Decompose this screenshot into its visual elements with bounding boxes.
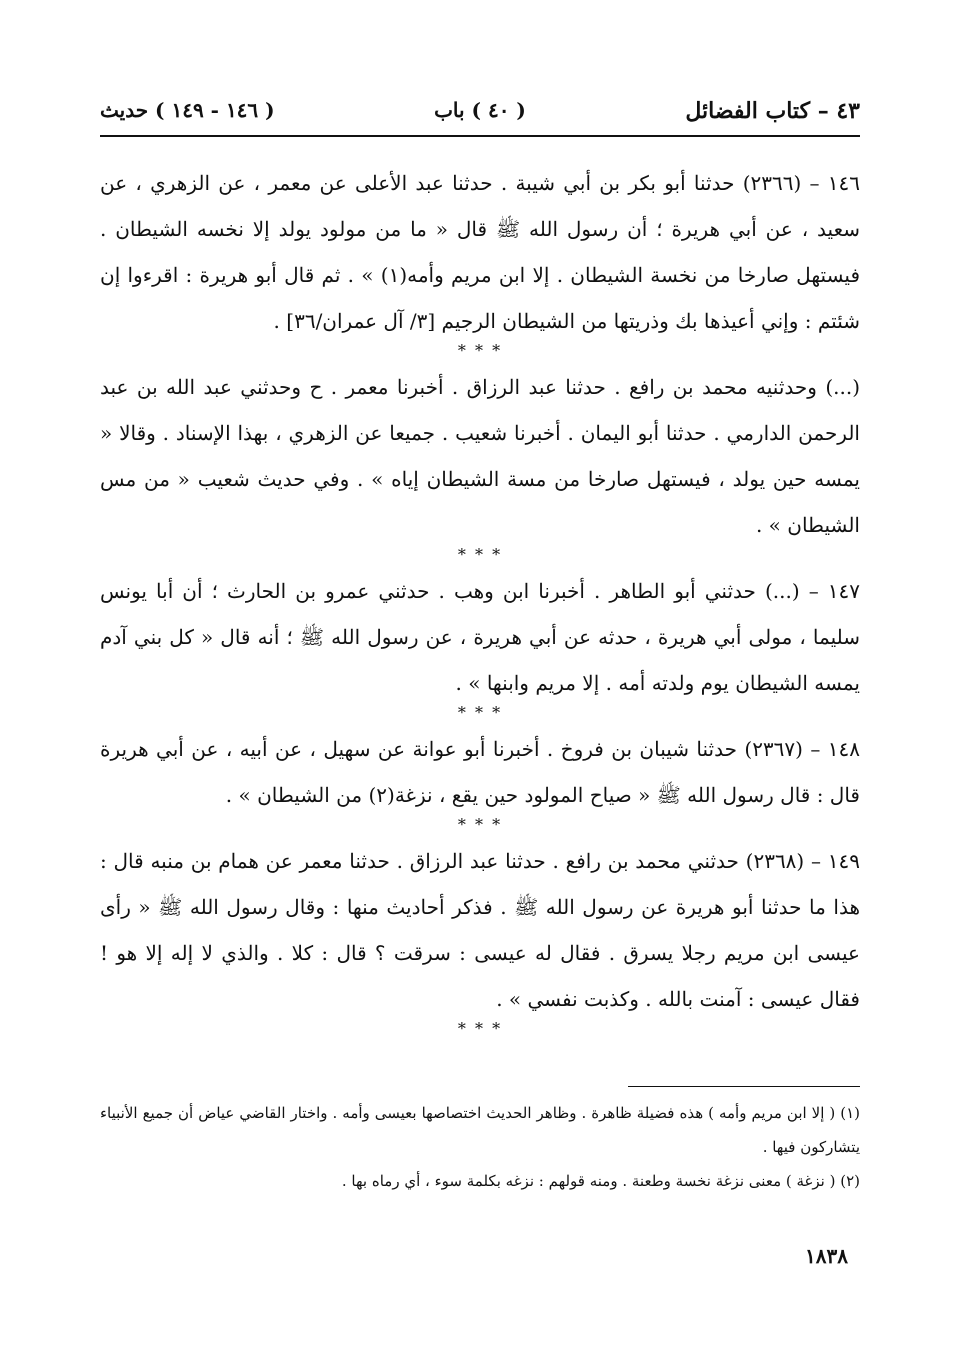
section-separator: * * * (457, 1019, 503, 1038)
book-title: ٤٣ – كتاب الفضائل (685, 98, 860, 124)
main-text (100, 160, 860, 1042)
page-number: ١٨٣٨ (805, 1244, 848, 1268)
section-separator: * * * (457, 815, 503, 834)
hadith-146: ١٤٦ – (٢٣٦٦) حدثنا أبو بكر بن أبي شيبة . حدثنا عبد الأعلى عن معمر ، عن الزهري ، عن سعيد ، عن أبي هريرة ؛ أن رسول الله ﷺ قال « ما من مولود يولد إلا نخسه الشيطان . فيستهل صارخا من نخسة الشيطان . إلا ابن مريم وأمه(١) » . ثم قال أبو هريرة : اقرءوا إن شئتم : وإني أعيذها بك وذريتها من الشيطان الرجيم [٣/ آل عمران/٣٦] . (100, 171, 861, 333)
footnotes (100, 1096, 860, 1198)
section-separator: * * * (457, 703, 503, 722)
running-header (100, 92, 860, 132)
hadith-147: ١٤٧ – (...) حدثني أبو الطاهر . أخبرنا ابن وهب . حدثني عمرو بن الحارث ؛ أن أبا يونس سليما ، مولى أبي هريرة ، حدثه عن أبي هريرة ، عن رسول الله ﷺ ؛ أنه قال « كل بني آدم يمسه الشيطان يوم ولدته أمه . إلا مريم وابنها » . (100, 579, 860, 695)
section-separator: * * * (457, 341, 503, 360)
section-separator: * * * (457, 545, 503, 564)
chapter-label: ( ٤٠ ) باب (434, 98, 526, 122)
footnote-2: (٢) ( نزغة ) معنى نزغة نخسة وطعنة . ومنه قولهم : نزغه بكلمة سوء ، أي رماه بها . (341, 1172, 860, 1190)
hadith-148: ١٤٨ – (٢٣٦٧) حدثنا شيبان بن فروخ . أخبرنا أبو عوانة عن سهيل ، عن أبيه ، عن أبي هريرة قال : قال رسول الله ﷺ « صياح المولود حين يقع ، نزغة(٢) من الشيطان » . (100, 737, 860, 807)
hadith-range: ( ١٤٦ - ١٤٩ ) حديث (100, 98, 275, 122)
hadith-149: ١٤٩ – (٢٣٦٨) حدثني محمد بن رافع . حدثنا عبد الرزاق . حدثنا معمر عن همام بن منبه قال : هذا ما حدثنا أبو هريرة عن رسول الله ﷺ . فذكر أحاديث منها : وقال رسول الله ﷺ « رأى عيسى ابن مريم رجلا يسرق . فقال له عيسى : سرقت ؟ قال : كلا . والذي لا إله إلا هو ! فقال عيسى : آمنت بالله . وكذبت نفسي » . (100, 849, 860, 1011)
footnote-1: (١) ( إلا ابن مريم وأمه ) هذه فضيلة ظاهرة . وظاهر الحديث اختصاصها بعيسى وأمه . واختار القاضي عياض أن جميع الأنبياء يتشاركون فيها . (100, 1104, 860, 1156)
hadith-146-variant: (...) وحدثنيه محمد بن رافع . حدثنا عبد الرزاق . أخبرنا معمر . ح وحدثني عبد الله بن عبد الرحمن الدارمي . حدثنا أبو اليمان . أخبرنا شعيب . جميعا عن الزهري ، بهذا الإسناد . وقالا « يمسه حين يولد ، فيستهل صارخا من مسة الشيطان إياه » . وفي حديث شعيب « من مس الشيطان » . (100, 375, 860, 537)
footnote-divider (628, 1086, 860, 1087)
header-divider (100, 135, 860, 137)
